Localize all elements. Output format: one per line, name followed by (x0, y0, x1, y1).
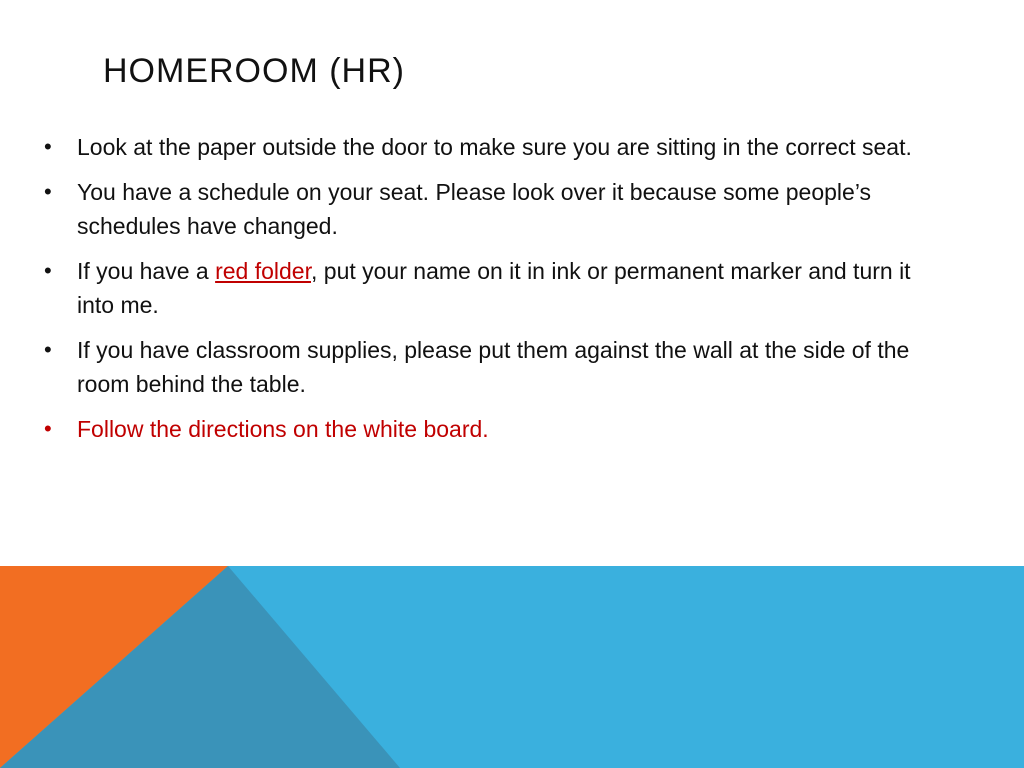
bullet-text: Follow the directions on the white board. (77, 416, 489, 442)
bullet-marker: • (44, 416, 52, 441)
red-folder-link[interactable]: red folder (215, 258, 311, 284)
decorative-footer-band (0, 566, 1024, 768)
slide-title: HOMEROOM (HR) (103, 52, 405, 90)
bullet-marker: • (44, 337, 52, 362)
bullet-list (44, 130, 944, 457)
bullet-item-white-board (44, 412, 944, 446)
bullet-marker: • (44, 258, 52, 283)
bullet-text: If you have classroom supplies, please put them against the wall at the side of the room behind the table. (77, 337, 910, 397)
bullet-item-red-folder (44, 254, 944, 322)
bullet-text-after: , put your name on it in ink or permanent marker and turn it into me. (77, 258, 911, 318)
bullet-marker: • (44, 179, 52, 204)
bullet-item-schedule (44, 175, 944, 243)
bullet-item-supplies (44, 333, 944, 401)
bullet-text: Look at the paper outside the door to make sure you are sitting in the correct seat. (77, 134, 912, 160)
bullet-item-seat (44, 130, 944, 164)
bullet-text-before: If you have a (77, 258, 216, 284)
bullet-marker: • (44, 134, 52, 159)
bullet-text: You have a schedule on your seat. Please look over it because some people’s schedules have changed. (77, 179, 872, 239)
